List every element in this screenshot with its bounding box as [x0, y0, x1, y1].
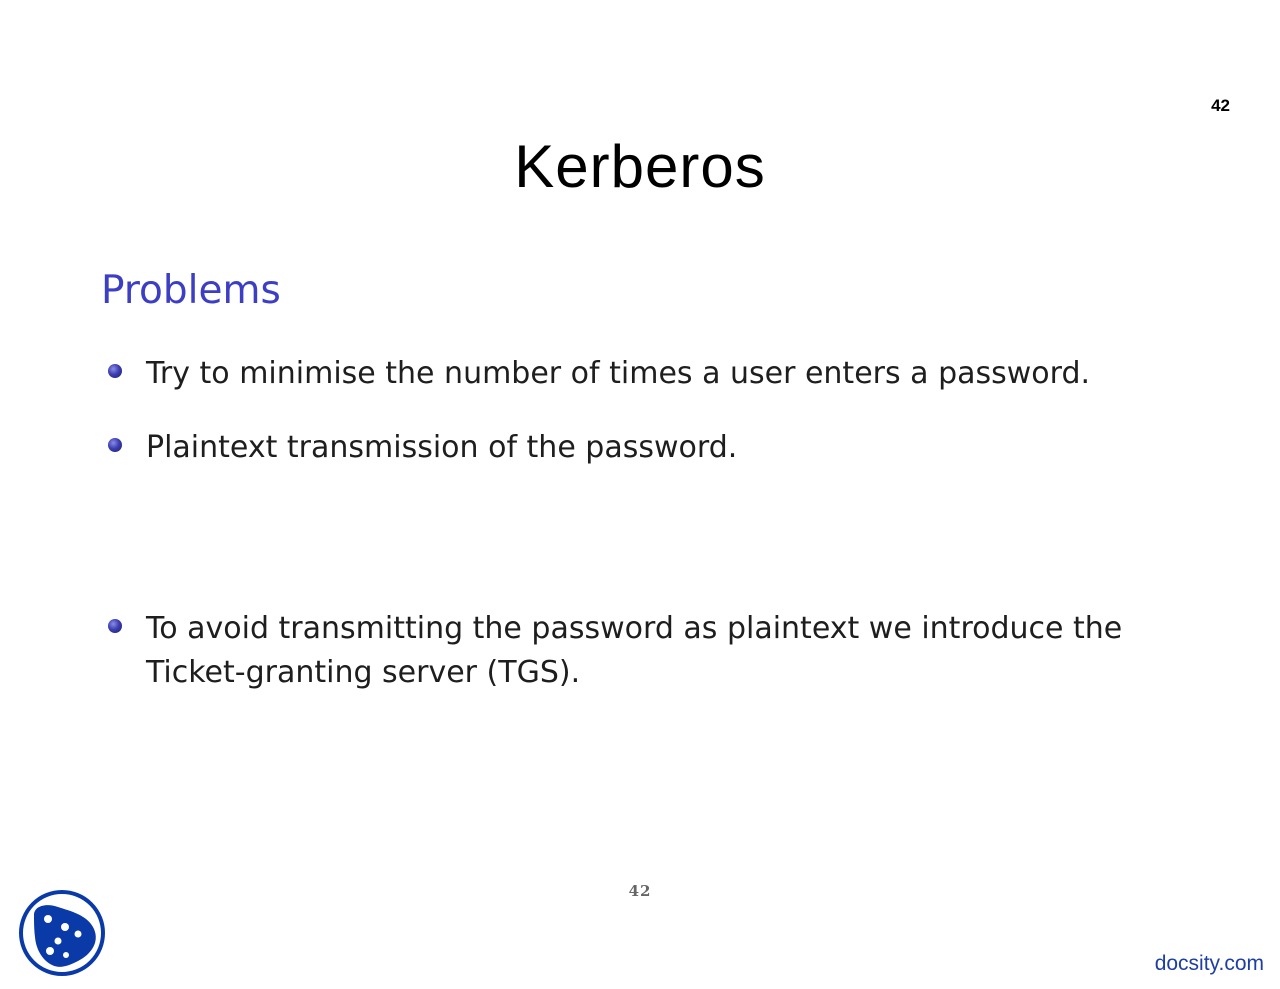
bullet-dot-icon — [108, 364, 122, 378]
bullet-dot-icon — [108, 619, 122, 633]
slide-title: Kerberos — [514, 133, 766, 200]
bullet-item — [108, 426, 1188, 470]
logo-svg — [18, 889, 106, 977]
bullet-item — [108, 607, 1188, 695]
bullet-dot-icon — [108, 438, 122, 452]
bullet-item — [108, 352, 1188, 396]
page-number-top: 42 — [1211, 96, 1230, 115]
bullet-text: Try to minimise the number of times a user enters a password. — [146, 356, 1091, 391]
docsity-logo-icon[interactable] — [18, 889, 106, 977]
bullet-text: Plaintext transmission of the password. — [146, 430, 738, 465]
docsity-link[interactable]: docsity.com — [1154, 952, 1264, 975]
section-heading: Problems — [101, 268, 281, 313]
footer-page-number: 42 — [628, 882, 652, 900]
bullet-text: To avoid transmitting the password as plaintext we introduce the Ticket-granting server (TGS). — [146, 611, 1123, 690]
